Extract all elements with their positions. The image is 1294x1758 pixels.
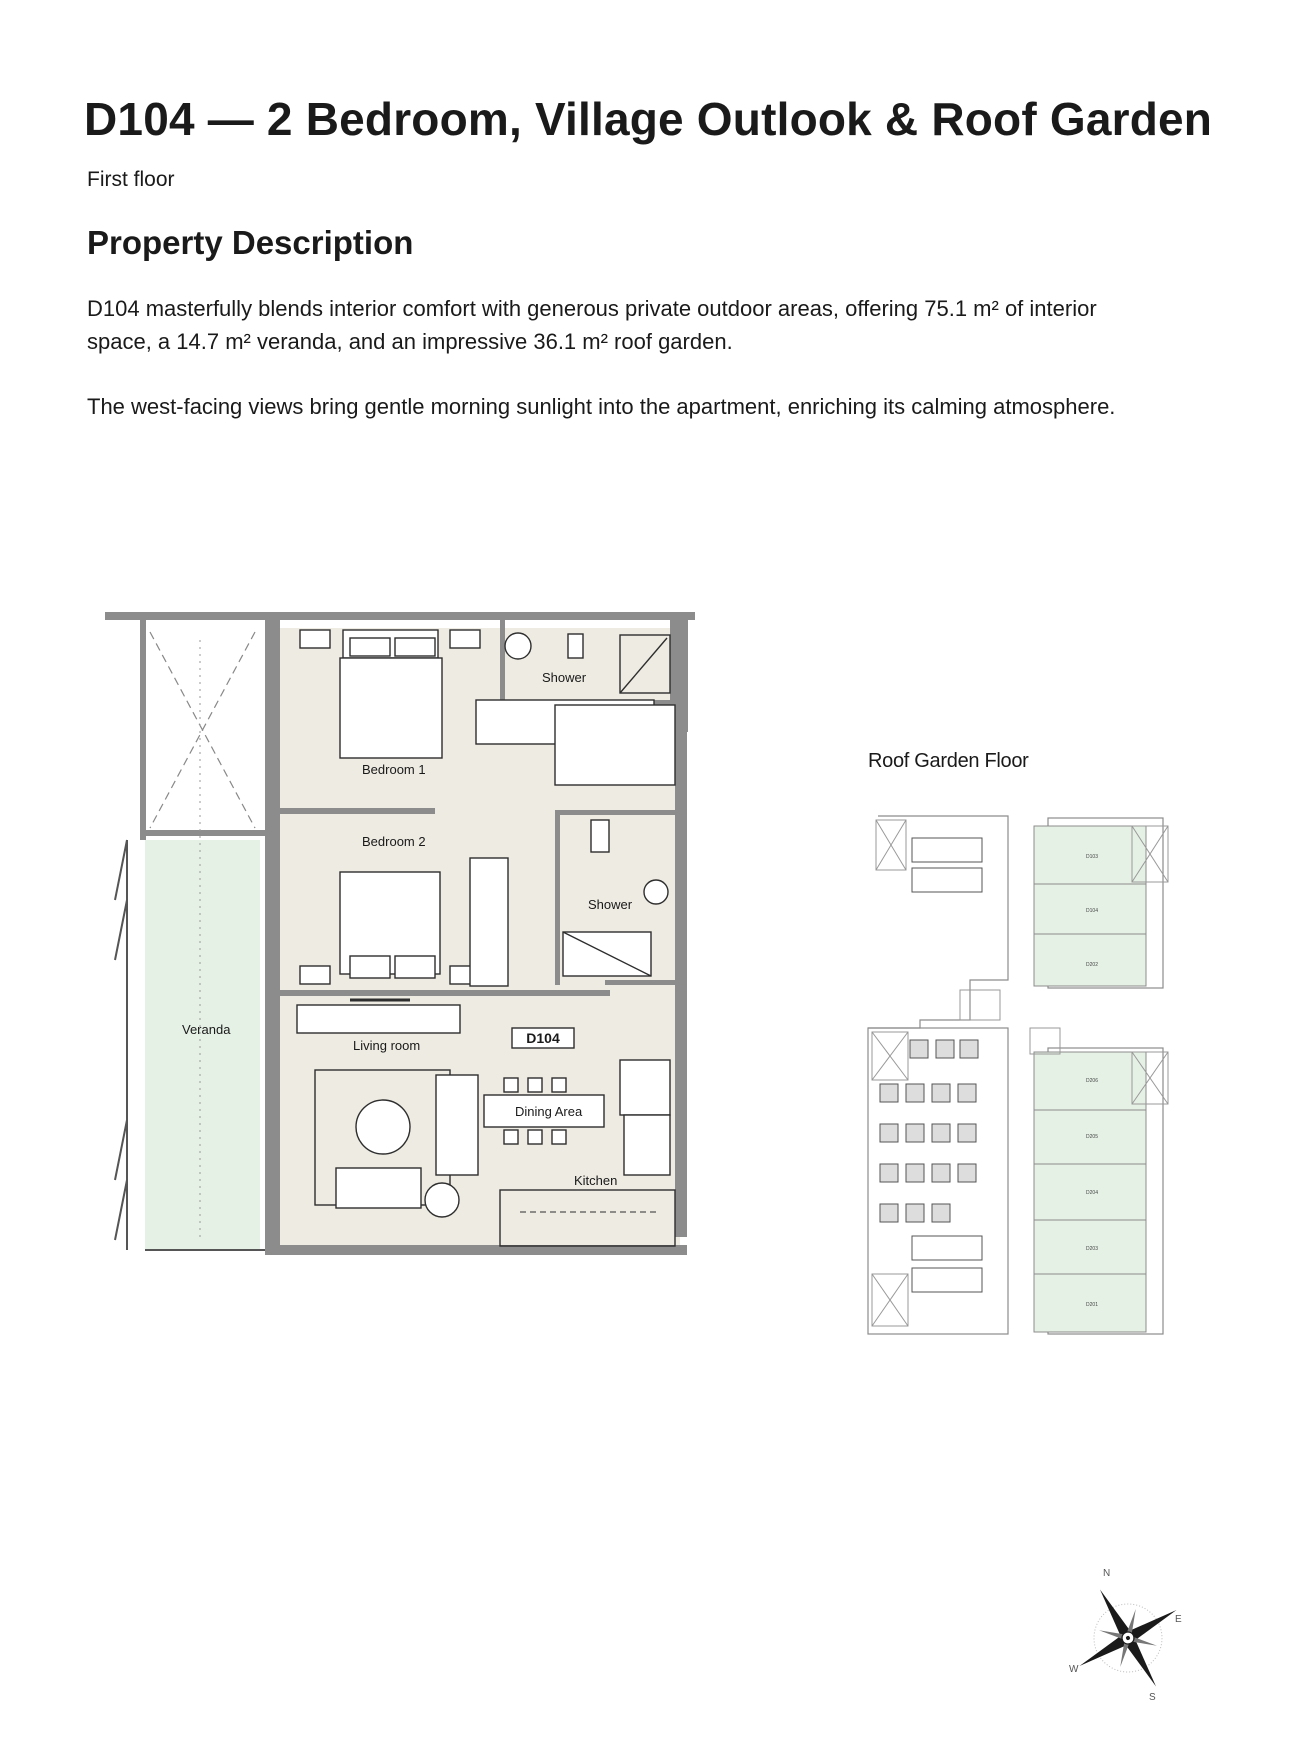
compass-drawing: [1055, 1560, 1201, 1706]
compass-rose: [1055, 1560, 1201, 1706]
compass-w: W: [1069, 1664, 1079, 1675]
roof-seating: [880, 1040, 978, 1222]
label-living: Living room: [353, 1038, 421, 1053]
label-veranda: Veranda: [182, 1022, 231, 1037]
description-paragraph-1: D104 masterfully blends interior comfort with generous private outdoor areas, offering 75.1 m² of interior space, a 14.7 m² veranda, and an impressive 36.1 m² roof garden.: [87, 296, 1097, 354]
roof-label-d206: D206: [1086, 1078, 1098, 1084]
unit-badge: D104: [526, 1030, 560, 1046]
floor-plan: [100, 600, 700, 1260]
veranda-fill: [145, 840, 260, 1250]
solar-panels: [912, 838, 982, 1292]
description-paragraph-2: The west-facing views bring gentle morning sunlight into the apartment, enriching its calming atmosphere.: [87, 394, 1116, 419]
compass-e: E: [1175, 1614, 1182, 1625]
roof-label-d201: D201: [1086, 1302, 1098, 1308]
roof-label-d203: D203: [1086, 1246, 1098, 1252]
compass-n: N: [1103, 1568, 1111, 1579]
label-dining: Dining Area: [515, 1104, 583, 1119]
label-bedroom1: Bedroom 1: [362, 762, 426, 777]
roof-label-d204: D204: [1086, 1190, 1098, 1196]
label-shower-top: Shower: [542, 670, 587, 685]
roof-label-d103: D103: [1086, 854, 1098, 860]
label-shower-mid: Shower: [588, 897, 633, 912]
floor-plan-drawing: [100, 600, 700, 1260]
roof-label-d104: D104: [1086, 908, 1098, 914]
label-bedroom2: Bedroom 2: [362, 834, 426, 849]
roof-label-d202: D202: [1086, 962, 1098, 968]
page-title: D104 — 2 Bedroom, Village Outlook & Roof Garden: [84, 93, 1213, 145]
compass-s: S: [1149, 1692, 1156, 1703]
roof-label-d205: D205: [1086, 1134, 1098, 1140]
compass-star: [1055, 1562, 1201, 1706]
roof-plan-title: Roof Garden Floor: [868, 750, 1029, 772]
roof-plan-drawing: [860, 808, 1174, 1344]
section-heading: Property Description: [87, 224, 414, 261]
roof-plan: [860, 808, 1174, 1344]
label-kitchen: Kitchen: [574, 1173, 618, 1188]
floor-label: First floor: [87, 168, 175, 191]
